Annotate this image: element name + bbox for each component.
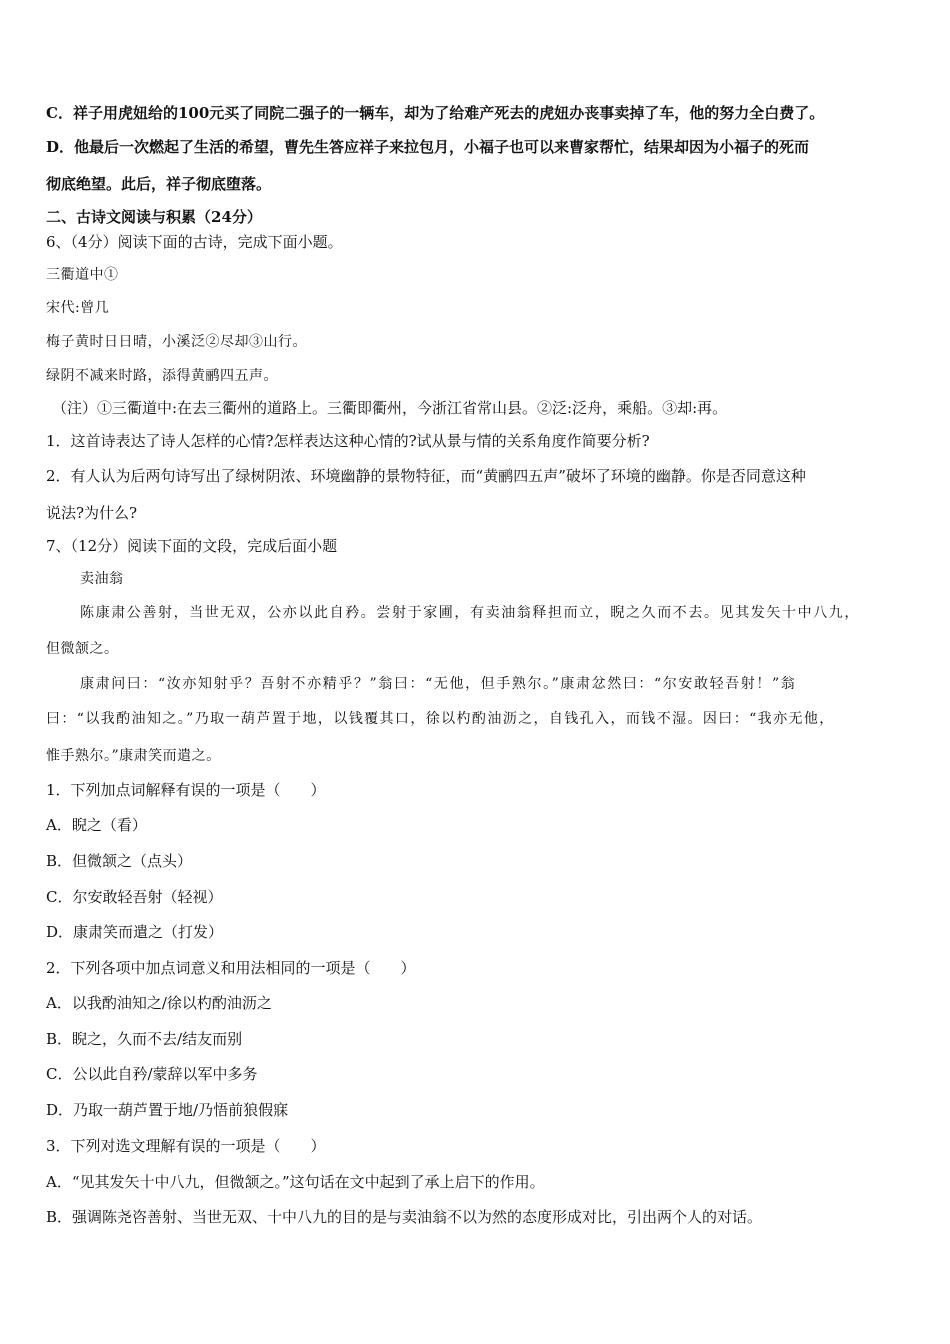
- q6-sub2-line2: 说法?为什么?: [46, 504, 138, 522]
- q7-sub1-option-a: A．睨之（看）: [46, 816, 147, 834]
- q7-sub3: 3．下列对选文理解有误的一项是（ ）: [46, 1137, 326, 1155]
- passage-para1-line1: 陈康肃公善射，当世无双，公亦以此自矜。尝射于家圃，有卖油翁释担而立，睨之久而不去。见其发矢十中八九，: [80, 605, 860, 621]
- poem-title: 三衢道中①: [46, 267, 119, 283]
- q7-sub3-option-b: B．强调陈尧咨善射、当世无双、十中八九的目的是与卖油翁不以为然的态度形成对比，引出两个人的对话。: [46, 1208, 763, 1226]
- q7-sub2-option-d: D．乃取一葫芦置于地/乃悟前狼假寐: [46, 1101, 289, 1119]
- option-d-line1: D．他最后一次燃起了生活的希望，曹先生答应祥子来拉包月，小福子也可以来曹家帮忙，结果却因为小福子的死而: [46, 138, 810, 156]
- poem-line-1: 梅子黄时日日晴，小溪泛②尽却③山行。: [46, 334, 307, 350]
- poem-author: 宋代:曾几: [46, 300, 110, 316]
- passage-para2-line2: 曰：“以我酌油知之。”乃取一葫芦置于地，以钱覆其口，徐以杓酌油沥之，自钱孔入，而钱不湿。因曰：“我亦无他，: [46, 711, 835, 727]
- q6-sub2-line1: 2．有人认为后两句诗写出了绿树阴浓、环境幽静的景物特征，而“黄鹂四五声”破坏了环境的幽静。你是否同意这种: [46, 467, 806, 485]
- passage-para2-line3: 惟手熟尔。”康肃笑而遣之。: [46, 748, 221, 764]
- q7-sub1-option-b: B．但微颔之（点头）: [46, 852, 193, 870]
- q7-intro: 7、（12分）阅读下面的文段，完成后面小题: [46, 537, 338, 555]
- q7-sub2-option-a: A．以我酌油知之/徐以杓酌油沥之: [46, 994, 272, 1012]
- q6-sub1: 1．这首诗表达了诗人怎样的心情?怎样表达这种心情的?试从景与情的关系角度作简要分析?: [46, 432, 650, 450]
- poem-line-2: 绿阴不减来时路，添得黄鹂四五声。: [46, 368, 278, 384]
- q7-sub2-option-b: B．睨之，久而不去/结友而别: [46, 1030, 243, 1048]
- option-c: C．祥子用虎妞给的100元买了同院二强子的一辆车，却为了给难产死去的虎妞办丧事卖掉了车，他的努力全白费了。: [46, 104, 825, 122]
- passage-para1-line2: 但微颔之。: [46, 641, 119, 657]
- passage-para2-line1: 康肃问曰：“汝亦知射乎？吾射不亦精乎？”翁曰：“无他，但手熟尔。”康肃忿然曰：“尔安敢轻吾射！”翁: [80, 676, 797, 692]
- q7-sub2-option-c: C．公以此自矜/蒙辞以军中多务: [46, 1065, 258, 1083]
- q6-intro: 6、（4分）阅读下面的古诗，完成下面小题。: [46, 233, 343, 251]
- q7-sub1-option-d: D．康肃笑而遣之（打发）: [46, 923, 224, 941]
- option-d-line2: 彻底绝望。此后，祥子彻底堕落。: [46, 175, 272, 193]
- q7-sub3-option-a: A．“见其发矢十中八九，但微颔之。”这句话在文中起到了承上启下的作用。: [46, 1173, 545, 1191]
- poem-note: （注）①三衢道中:在去三衢州的道路上。三衢即衢州，今浙江省常山县。②泛:泛舟，乘船。③却:再。: [52, 399, 728, 417]
- passage-title: 卖油翁: [80, 571, 124, 587]
- section-heading: 二、古诗文阅读与积累（24分）: [46, 208, 262, 226]
- q7-sub1-option-c: C．尔安敢轻吾射（轻视）: [46, 888, 223, 906]
- q7-sub2: 2．下列各项中加点词意义和用法相同的一项是（ ）: [46, 959, 416, 977]
- q7-sub1: 1．下列加点词解释有误的一项是（ ）: [46, 781, 326, 799]
